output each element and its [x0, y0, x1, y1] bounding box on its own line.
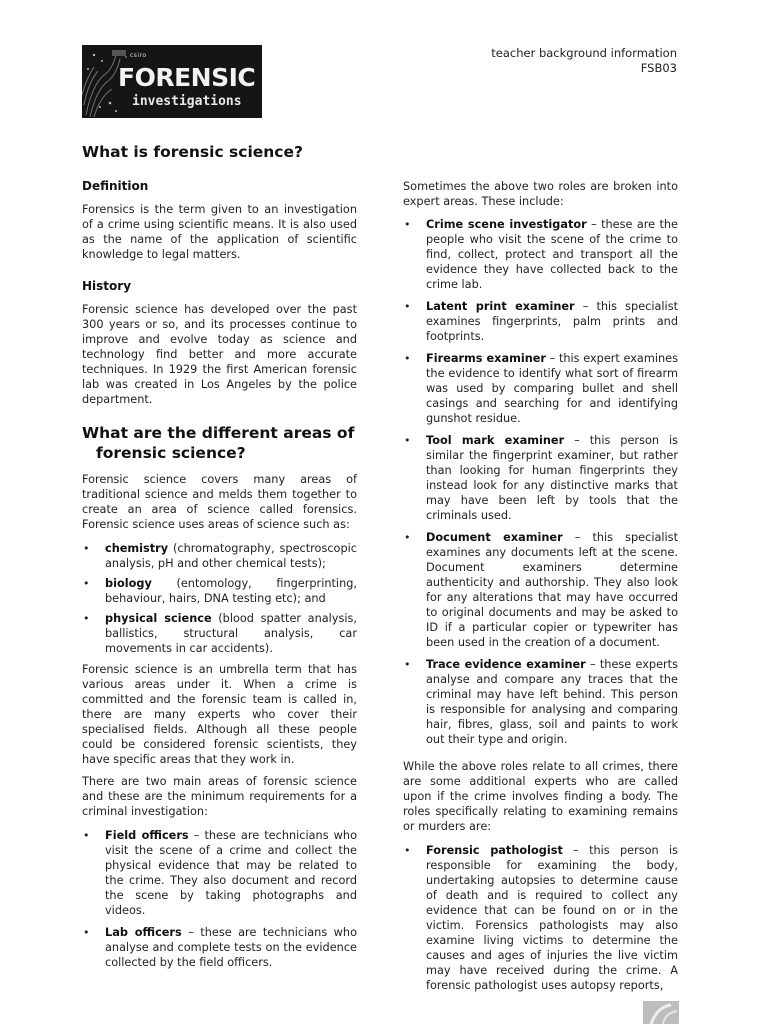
list-item: • chemistry (chromatography, spectroscopic analysis, pH and other chemical tests); — [83, 542, 357, 570]
list-item: • Tool mark examiner – this person is similar the fingerprint examiner, but rather than looking for human fingerprints they instead look for any distinctive marks that may have been left by tools that the criminals used. — [404, 434, 679, 522]
pathologist-list — [403, 843, 678, 993]
officers-list — [82, 828, 357, 970]
bullet-icon: • — [404, 531, 411, 544]
experts-list — [403, 217, 678, 747]
bullet-icon: • — [404, 434, 411, 447]
bullet-icon: • — [404, 300, 411, 313]
list-item: • Field officers – these are technicians who visit the scene of a crime and collect the physical evidence that may be related to the crime. They also document and record the scene by taking photographs and videos. — [83, 829, 357, 917]
list-item: • Forensic pathologist – this person is responsible for examining the body, undertaking autopsies to determine cause of death and is required to collect any evidence that can be found on or in the victim. Forensics pathologists may also examine living victims to determine the causes and ages of injuries the live victim may have received during the crime. A forensic pathologist uses autopsy reports, — [404, 844, 679, 992]
areas-intro: Forensic science covers many areas of traditional science and melds them together to create an area of science called forensics. Forensic science uses areas of science such as: — [82, 473, 357, 531]
list-item: • Trace evidence examiner – these experts analyse and compare any traces that the criminal may have left behind. This person is responsible for analysing and comparing hair, fibres, glass, soil and paints to work out their type and origin. — [404, 658, 678, 746]
main-title: What is forensic science? — [82, 143, 304, 161]
sciences-list — [82, 541, 357, 656]
swirl-icon — [643, 1001, 679, 1024]
list-item: • biology (entomology, fingerprinting, behaviour, hairs, DNA testing etc); and — [83, 577, 357, 605]
umbrella-text: Forensic science is an umbrella term that has various areas under it. When a crime is committed and the forensic team is called in, there are many experts who cover their specialised fields. Although all these people could be considered forensic scientists, they have specific areas that they work in. — [82, 663, 357, 766]
bullet-icon: • — [83, 926, 90, 939]
list-item: • Firearms examiner – this expert examines the evidence to identify what sort of firearm was used by comparing bullet and shell casings and searching for and identifying gunshot residue. — [404, 352, 678, 425]
header-label: teacher background information — [491, 46, 677, 60]
logo-tagline: csiro — [130, 52, 147, 59]
list-item: • Crime scene investigator – these are the people who visit the scene of the crime to find, collect, protect and transport all the evidence they have collected back to the crime lab. — [404, 218, 678, 291]
logo-subtitle: investigations — [132, 94, 242, 109]
additional-experts-text: While the above roles relate to all crimes, there are some additional experts who are called upon if the crime involves finding a body. The roles specifically relating to examining remains or murders are: — [403, 760, 678, 833]
areas-heading — [82, 423, 362, 463]
areas-heading-line2: forensic science? — [96, 444, 246, 462]
bullet-icon: • — [83, 542, 90, 555]
list-item: • Document examiner – this specialist examines any documents left at the scene. Document examiners determine authenticity and authorship. They also look for any alterations that may have occurred to original documents and may be asked to ID if a particular copier or typewriter has been used in the creation of a document. — [404, 531, 678, 649]
areas-heading-line1: What are the different areas of — [82, 424, 355, 442]
document-header — [491, 46, 677, 76]
history-heading: History — [82, 279, 132, 293]
bullet-icon: • — [83, 829, 90, 842]
bullet-icon: • — [404, 658, 411, 671]
definition-heading: Definition — [82, 179, 149, 193]
page-corner-emblem — [643, 1001, 679, 1024]
two-main-areas-text: There are two main areas of forensic science and these are the minimum requirements for a criminal investigation: — [82, 775, 357, 818]
bullet-icon: • — [83, 612, 90, 625]
expert-areas-intro: Sometimes the above two roles are broken into expert areas. These include: — [403, 180, 678, 208]
bullet-icon: • — [404, 218, 411, 231]
logo-title: FORENSIC — [118, 63, 256, 92]
document-code: FSB03 — [640, 61, 677, 75]
definition-text: Forensics is the term given to an investigation of a crime using scientific means. It is also used as the name of the application of scientific knowledge to legal matters. — [82, 203, 357, 261]
bullet-icon: • — [404, 352, 411, 365]
list-item: • physical science (blood spatter analysis, ballistics, structural analysis, car movements in car accidents). — [83, 612, 358, 655]
list-item: • Latent print examiner – this specialist examines fingerprints, palm prints and footprints. — [404, 300, 679, 343]
bullet-icon: • — [404, 844, 411, 857]
list-item: • Lab officers – these are technicians who analyse and complete tests on the evidence collected by the field officers. — [83, 926, 357, 969]
bullet-icon: • — [83, 577, 90, 590]
history-text: Forensic science has developed over the past 300 years or so, and its processes continue to improve and evolve today as science and technology find better and more accurate techniques. In 1929 the first American forensic lab was created in Los Angeles by the police department. — [82, 303, 357, 406]
forensic-investigations-logo — [82, 45, 262, 118]
